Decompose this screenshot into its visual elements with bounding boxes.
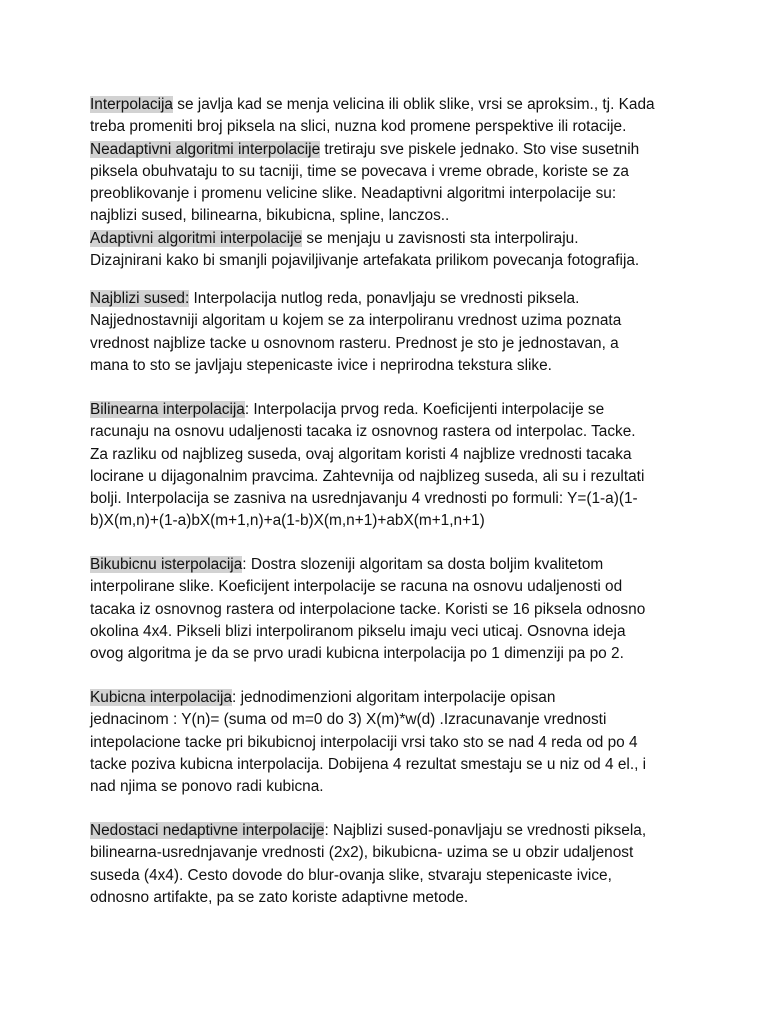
highlighted-term: Bikubicnu isterpolacija (90, 556, 243, 573)
text-line (90, 161, 710, 183)
text-line (90, 621, 710, 643)
line-text: najblizi sused, bilinearna, bikubicna, spline, lanczos.. (90, 207, 450, 225)
text-line (90, 228, 710, 250)
line-text: treba promeniti broj piksela na slici, nuzna kod promene perspektive ili rotacije. (90, 118, 627, 136)
text-line (90, 820, 710, 842)
line-text: racunaju na osnovu udaljenosti tacaka iz osnovnog rastera od interpolac. Tacke. (90, 423, 636, 441)
text-line (90, 599, 710, 621)
line-text: intepolacione tacke pri bikubicnoj interpolaciji vrsi tako sto se nad 4 reda od po 4 (90, 733, 638, 751)
text-line (90, 687, 710, 709)
line-text: se javlja kad se menja velicina ili oblik slike, vrsi se aproksim., tj. Kada (173, 96, 655, 113)
line-text: odnosno artifakte, pa se zato koriste adaptivne metode. (90, 888, 469, 906)
line-text: bolji. Interpolacija se zasniva na usrednjavanju 4 vrednosti po formuli: Y=(1-a)(1- (90, 490, 638, 508)
text-line (90, 310, 710, 332)
line-text: tacaka iz osnovnog rastera od interpolacione tacke. Koristi se 16 piksela odnosno (90, 600, 646, 618)
line-text: interpolirane slike. Koeficijent interpolacije se racuna na osnovu udaljenosti od (90, 578, 623, 596)
text-line (90, 250, 710, 272)
highlighted-term: Najblizi sused: (90, 290, 190, 307)
line-text: : Najblizi sused-ponavljaju se vrednosti piksela, (324, 822, 647, 839)
line-text: preoblikovanje i promenu velicine slike. Neadaptivni algoritmi interpolacije su: (90, 185, 617, 203)
line-text: Za razliku od najblizeg suseda, ovaj algoritam koristi 4 najblize vrednosti tacaka (90, 445, 632, 463)
line-text: ovog algoritma je da se prvo uradi kubicna interpolacija po 1 dimenziji pa po 2. (90, 645, 624, 663)
text-line (90, 333, 710, 355)
paragraph-cubic (90, 687, 710, 798)
text-line (90, 421, 710, 443)
line-text: : Dostra slozeniji algoritam sa dosta boljim kvalitetom (242, 556, 604, 573)
text-line (90, 576, 710, 598)
paragraph-bilinear (90, 399, 710, 533)
text-line (90, 466, 710, 488)
line-text: : Interpolacija prvog reda. Koeficijenti interpolacije se (244, 401, 605, 418)
text-line (90, 554, 710, 576)
line-text: Interpolacija nutlog reda, ponavljaju se vrednosti piksela. (189, 290, 580, 307)
text-line (90, 488, 710, 510)
line-text: b)X(m,n)+(1-a)bX(m+1,n)+a(1-b)X(m,n+1)+abX(m+1,n+1) (90, 512, 485, 530)
line-text: jednacinom : Y(n)= (suma od m=0 do 3) X(m)*w(d) .Izracunavanje vrednosti (90, 711, 607, 729)
highlighted-term: Adaptivni algoritmi interpolacije (90, 229, 303, 247)
text-line (90, 116, 710, 138)
text-line (90, 732, 710, 754)
text-line (90, 865, 710, 887)
line-text: tretiraju sve piskele jednako. Sto vise susetnih (320, 140, 640, 158)
text-line (90, 754, 710, 776)
text-line (90, 399, 710, 421)
highlighted-term: Nedostaci nedaptivne interpolacije (90, 822, 325, 839)
text-line (90, 183, 710, 205)
highlighted-term: Interpolacija (90, 96, 173, 113)
line-text: okolina 4x4. Pikseli blizi interpoliranom pikselu imaju veci uticaj. Osnovna ideja (90, 622, 626, 640)
line-text: suseda (4x4). Cesto dovode do blur-ovanja slike, stvaraju stepenicaste ivice, (90, 866, 612, 884)
highlighted-term: Kubicna interpolacija (90, 689, 233, 706)
text-line (90, 842, 710, 864)
paragraph-disadvantages (90, 820, 710, 909)
line-text: bilinearna-usrednjavanje vrednosti (2x2), bikubicna- uzima se u obzir udaljenost (90, 844, 634, 862)
line-text: Najjednostavniji algoritam u kojem se za interpoliranu vrednost uzima poznata (90, 312, 622, 330)
line-text: piksela obuhvataju to su tacniji, time se povecava i vreme obrade, koriste se za (90, 162, 629, 180)
paragraph-bicubic (90, 554, 710, 665)
text-line (90, 444, 710, 466)
text-line (90, 510, 710, 532)
paragraph-interpolation-intro (90, 94, 710, 272)
line-text: Dizajnirani kako bi smanjli pojaviljivanje artefakata prilikom povecanja fotografija. (90, 252, 640, 270)
text-line (90, 709, 710, 731)
highlighted-term: Neadaptivni algoritmi interpolacije (90, 140, 321, 158)
line-text: se menjaju u zavisnosti sta interpoliraju. (302, 229, 579, 247)
text-line (90, 288, 710, 310)
line-text: : jednodimenzioni algoritam interpolacije opisan (232, 689, 556, 706)
highlighted-term: Bilinearna interpolacija (90, 401, 245, 418)
line-text: tacke poziva kubicna interpolacija. Dobijena 4 rezultat smestaju se u niz od 4 el., i (90, 755, 647, 773)
line-text: mana to sto se javljaju stepenicaste ivice i neprirodna tekstura slike. (90, 356, 552, 374)
text-line (90, 355, 710, 377)
line-text: locirane u dijagonalnim pravcima. Zahtevnija od najblizeg suseda, ali su i rezultati (90, 467, 645, 485)
text-line (90, 643, 710, 665)
text-line (90, 94, 710, 116)
line-text: vrednost najblize tacke u osnovnom rasteru. Prednost je sto je jednostavan, a (90, 334, 619, 352)
line-text: nad njima se ponovo radi kubicna. (90, 778, 324, 796)
text-line (90, 887, 710, 909)
paragraph-nearest-neighbor (90, 288, 710, 377)
text-line (90, 776, 710, 798)
text-line (90, 205, 710, 227)
text-line (90, 139, 710, 161)
